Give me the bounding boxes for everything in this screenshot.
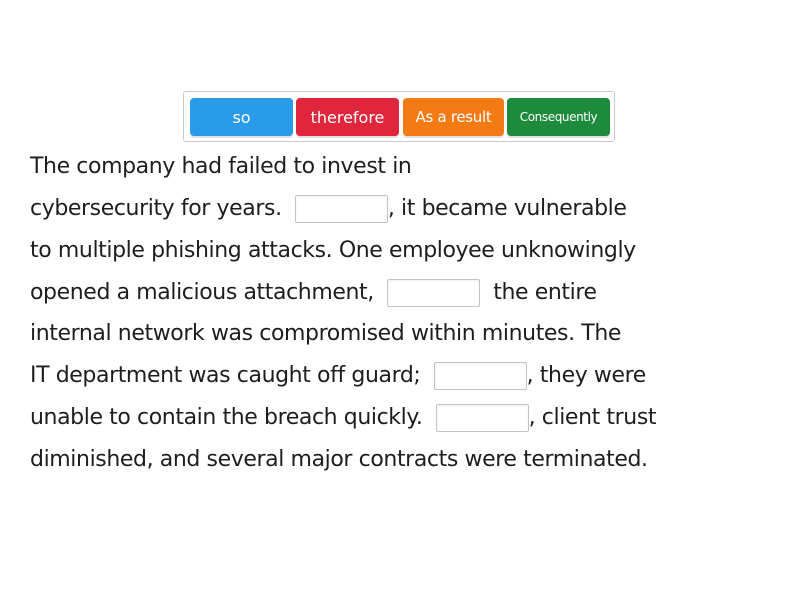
passage-text: , client trust [528, 405, 657, 430]
passage-text: , it became vulnerable [387, 196, 627, 221]
word-tile-so[interactable]: so [190, 98, 293, 136]
passage-text: cybersecurity for years. [30, 196, 282, 221]
passage-line-2 [30, 192, 627, 226]
passage-line-1 [30, 150, 411, 184]
answer-blank-3[interactable] [434, 362, 527, 390]
passage-text: , they were [526, 363, 646, 388]
passage-line-4 [30, 276, 597, 310]
passage-text: unable to contain the breach quickly. [30, 405, 423, 430]
passage-text: to multiple phishing attacks. One employee unknowingly [30, 238, 636, 263]
answer-blank-4[interactable] [436, 404, 529, 432]
passage-text: internal network was compromised within minutes. The [30, 321, 622, 346]
answer-blank-2[interactable] [387, 279, 480, 307]
word-tile-as-a-result[interactable]: As a result [403, 98, 504, 136]
passage-text: opened a malicious attachment, [30, 280, 374, 305]
passage-text: the entire [493, 280, 597, 305]
passage-text: The company had failed to invest in [30, 154, 412, 179]
word-tile-consequently[interactable]: Consequently [507, 98, 610, 136]
passage-line-6 [30, 359, 646, 393]
passage-text: IT department was caught off guard; [30, 363, 421, 388]
passage-text: diminished, and several major contracts were terminated. [30, 447, 648, 472]
passage-line-8 [30, 443, 648, 477]
passage-line-7 [30, 401, 656, 435]
word-tile-therefore[interactable]: therefore [296, 98, 399, 136]
answer-blank-1[interactable] [295, 195, 388, 223]
passage-line-3 [30, 234, 636, 268]
passage-line-5 [30, 317, 621, 351]
